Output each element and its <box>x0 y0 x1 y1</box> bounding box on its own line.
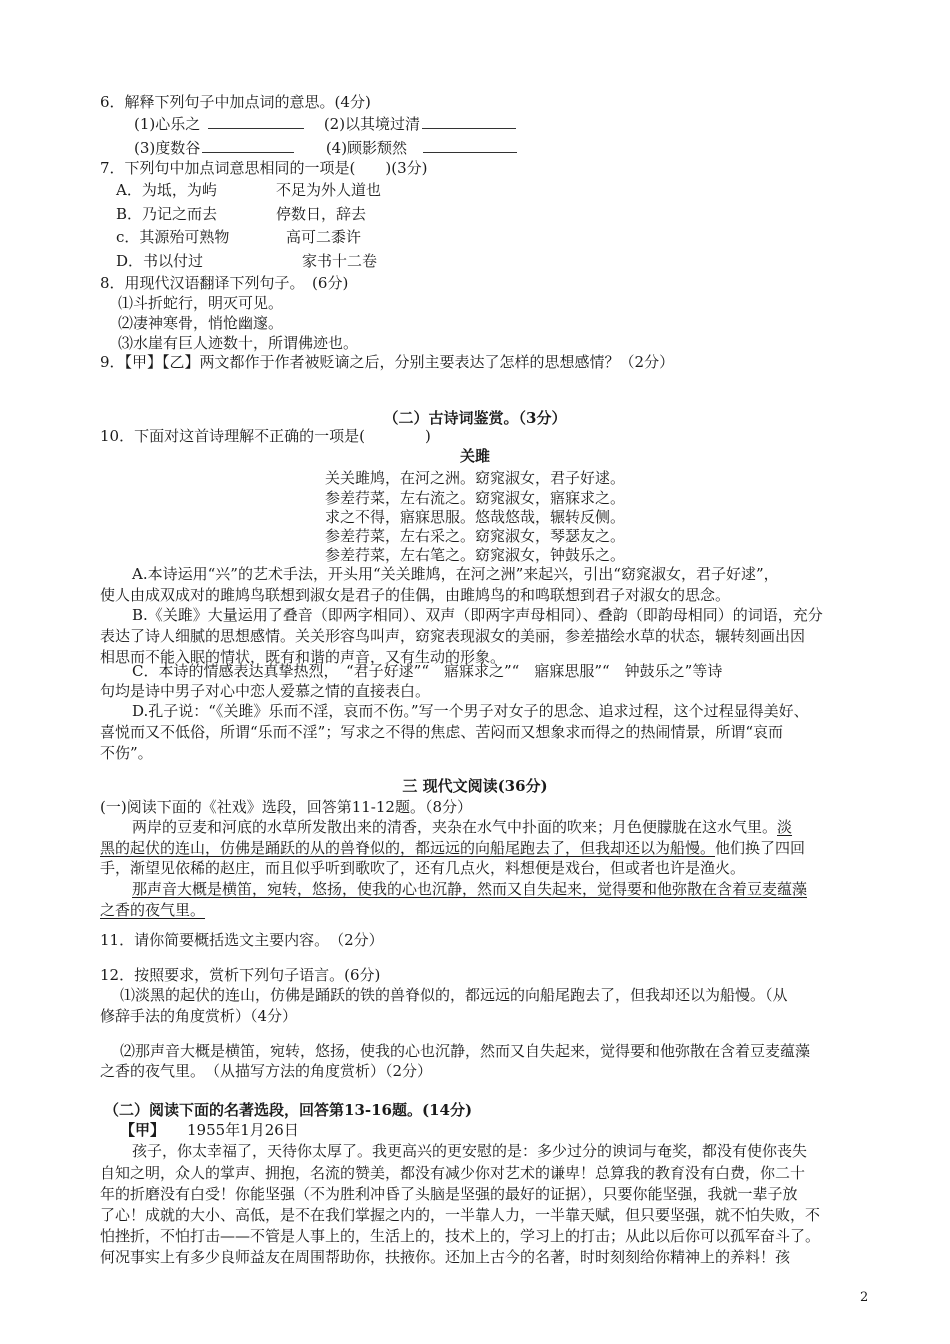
passage-text: 他们换了四回 <box>715 839 806 857</box>
q7-option-d <box>116 251 378 271</box>
option-right: 停数日，辞去 <box>276 205 367 223</box>
passage-text: 两岸的豆麦和河底的水草所发散出来的清香，夹杂在水气中扑面的吹来；月色便朦胧在这水气里。 <box>132 818 778 836</box>
q10-option-c-line: 句均是诗中男子对心中恋人爱慕之情的直接表白。 <box>100 682 431 700</box>
answer-blank[interactable] <box>422 114 516 129</box>
letter-line: 年的折磨没有白受！你能坚强（不为胜利冲昏了头脑是坚强的最好的证据），只要你能坚强，我就一辈子放 <box>100 1185 798 1203</box>
letter-header <box>120 1120 299 1140</box>
q9-stem: 9．【甲】【乙】两文都作于作者被贬谪之后，分别主要表达了怎样的思想感情？（2分） <box>100 353 675 371</box>
q12-1-line: 修辞手法的角度赏析）（4分） <box>100 1007 298 1025</box>
passage-line <box>132 817 792 837</box>
answer-blank[interactable] <box>202 138 294 153</box>
letter-line: 孩子，你太幸福了，天待你太厚了。我更高兴的更安慰的是：多少过分的谀词与奄奖，都没有使你丧失 <box>132 1142 808 1160</box>
option-right: 不足为外人道也 <box>276 181 382 199</box>
poem-line: 参差荇菜，左右笔之。窈窕淑女，钟鼓乐之。 <box>324 546 625 564</box>
option-left: D．书以付过 <box>116 252 204 270</box>
q7-stem: 7．下列句中加点词意思相同的一项是( )(3分) <box>100 159 428 177</box>
q10-option-a-line: 使人由成双成对的雎鸠鸟联想到淑女是君子的佳偶，由雎鸠鸟的和鸣联想到君子对淑女的思念。 <box>100 586 731 604</box>
passage-line-underlined: 之香的夜气里。 <box>100 901 206 919</box>
passage-line-underlined: 那声音大概是横笛，宛转，悠扬，使我的心也沉静，然而又自失起来，觉得要和他弥散在含着豆麦蕴藻 <box>132 880 808 898</box>
option-left: A．为坻，为屿 <box>116 181 217 199</box>
q12-1-line: ⑴淡黑的起伏的连山，仿佛是踊跃的铁的兽脊似的，都远远的向船尾跑去了，但我却还以为船慢。（从 <box>120 986 788 1004</box>
option-right: 高可二黍许 <box>286 228 362 246</box>
q8-item-3: ⑶水崖有巨人迹数十，所谓佛迹也。 <box>118 334 359 352</box>
option-left: c．其源殆可熟物 <box>116 228 230 246</box>
q6-row-2 <box>134 138 517 158</box>
letter-line: 何况事实上有多少良师益友在周围帮助你，扶掖你。还加上古今的名著，时时刻刻给你精神上的养料！孩 <box>100 1248 791 1266</box>
q8-item-1: ⑴斗折蛇行，明灭可见。 <box>118 294 284 312</box>
q10-stem: 10．下面对这首诗理解不正确的一项是( ) <box>100 427 431 445</box>
q6-item-4: (4)顾影颓然 <box>325 139 408 157</box>
poem-title: 关雎 <box>459 447 490 465</box>
poem-line: 参差荇菜，左右采之。窈窕淑女，琴瑟友之。 <box>324 527 625 545</box>
q12-2-line: 之香的夜气里。 （从描写方法的角度赏析）（2分） <box>100 1062 433 1080</box>
section-heading-modern: 三 现代文阅读(36分) <box>402 777 548 795</box>
poem-line: 参差荇菜，左右流之。窈窕淑女，寤寐求之。 <box>324 489 625 507</box>
q8-stem: 8．用现代汉语翻译下列句子。 (6分) <box>100 274 349 292</box>
q6-item-2: (2)以其境过清 <box>323 115 421 133</box>
q10-option-b-line: 相思而不能入眠的情状，既有和谐的声音，又有生动的形象。 <box>100 648 506 666</box>
page-number: 2 <box>860 1290 869 1305</box>
classic-intro: （二）阅读下面的名著选段，回答第13-16题。(14分) <box>104 1101 473 1119</box>
q11-stem: 11．请你简要概括选文主要内容。 （2分） <box>100 931 384 949</box>
letter-line: 自知之明，众人的掌声、拥抱，名流的赞美，都没有减少你对艺术的谦卑！总算我的教育没有白费，你二十 <box>100 1164 806 1182</box>
q10-option-c-line: C．本诗的情感表达真挚热烈， “君子好逑”“ 寤寐求之”“ 寤寐思服”“ 钟鼓乐之”等诗 <box>132 662 723 680</box>
q6-item-3: (3)度数谷 <box>134 139 201 157</box>
q10-option-b-line: 表达了诗人细腻的思想感情。关关形容鸟叫声，窈窕表现淑女的美丽，参差描绘水草的状态，辗转刻画出因 <box>100 627 806 645</box>
q6-item-1: (1)心乐之 <box>134 115 201 133</box>
answer-blank[interactable] <box>208 114 304 129</box>
q6-stem: 6．解释下列句子中加点词的意思。(4分) <box>100 93 371 111</box>
q12-2-line: ⑵那声音大概是横笛，宛转，悠扬，使我的心也沉静，然而又自失起来，觉得要和他弥散在含着豆麦蕴藻 <box>120 1042 811 1060</box>
q7-option-a <box>116 180 382 200</box>
q10-option-a-line: A.本诗运用“兴”的艺术手法，开头用“关关雎鸠，在河之洲”来起兴，引出“窈窕淑女，君子好逑”， <box>132 565 779 583</box>
passage-line <box>100 838 805 858</box>
q8-item-2: ⑵凄神寒骨，悄怆幽邃。 <box>118 314 284 332</box>
letter-date: 1955年1月26日 <box>187 1121 299 1139</box>
letter-line: 了心！成就的大小、高低，是不在我们掌握之内的，一半靠人力，一半靠天赋，但只要坚强，就不怕失败，不 <box>100 1206 821 1224</box>
option-right: 家书十二卷 <box>302 252 378 270</box>
passage-line: 手，渐望见依稀的赵庄，而且似乎听到歌吹了，还有几点火，料想便是戏台，但或者也许是渔火。 <box>100 859 746 877</box>
q10-option-d-line: 不伤”。 <box>100 744 153 762</box>
q10-option-d-line: 喜悦而又不低俗，所谓“乐而不淫”；写求之不得的焦虑、苦闷而又想象求而得之的热闹情景，所谓“哀而 <box>100 723 784 741</box>
q7-option-c <box>116 227 362 247</box>
poem-line: 求之不得，寤寐思服。悠哉悠哉，辗转反侧。 <box>324 508 625 526</box>
passage-underlined: 淡 <box>777 818 793 836</box>
poem-line: 关关雎鸠，在河之洲。窈窕淑女，君子好逑。 <box>324 469 625 487</box>
q10-option-d-line: D.孔子说：“《关雎》乐而不淫，哀而不伤。”写一个男子对女子的思念、追求过程，这个过程显得美好、 <box>132 702 809 720</box>
q10-option-b-line: B.《关雎》大量运用了叠音（即两字相同）、双声（即两字声母相同）、叠韵（即韵母相同）的词语，充分 <box>132 606 823 624</box>
q7-option-b <box>116 204 367 224</box>
letter-line: 怕挫折，不怕打击——不管是人事上的，生活上的，技术上的，学习上的打击；从此以后你可以孤军奋斗了。 <box>100 1227 821 1245</box>
q12-stem: 12．按照要求，赏析下列句子语言。(6分) <box>100 966 381 984</box>
option-left: B．乃记之而去 <box>116 205 218 223</box>
reading-intro: (一)阅读下面的《社戏》选段，回答第11-12题。（8分） <box>100 798 472 816</box>
section-heading-poetry: （二）古诗词鉴赏。（3分） <box>383 409 567 427</box>
letter-tag: 【甲】 <box>120 1121 166 1139</box>
q6-row-1 <box>134 114 516 134</box>
answer-blank[interactable] <box>423 138 517 153</box>
passage-underlined: 黑的起伏的连山，仿佛是踊跃的从的兽脊似的，都远远的向船尾跑去了，但我却还以为船慢。 <box>100 839 716 857</box>
